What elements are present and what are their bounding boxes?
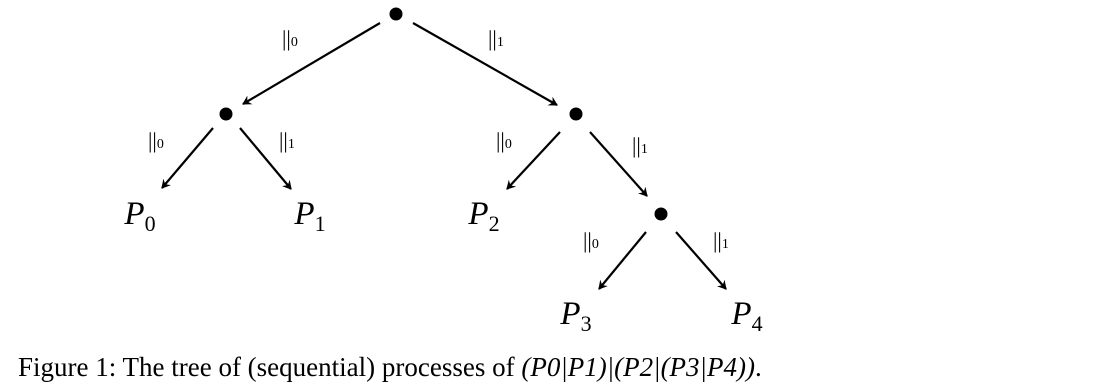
edge-arrow-n-rr-P3 xyxy=(599,232,646,289)
edge-label-n-left-P0: ||0 xyxy=(148,128,164,153)
leaf-process-P3: $P_3$ xyxy=(560,296,592,336)
edge-arrow-n-root-n-right xyxy=(413,23,557,105)
leaf-process-P1: $P_1$ xyxy=(294,196,326,236)
edge-arrow-n-root-n-left xyxy=(243,23,380,104)
edge-label-n-rr-P4: ||1 xyxy=(713,228,729,253)
leaf-process-P2: $P_2$ xyxy=(468,196,500,236)
caption-suffix: . xyxy=(754,352,762,382)
edge-label-n-right-P2: ||0 xyxy=(496,128,512,153)
caption-prefix: Figure 1: The tree of (sequential) processes of xyxy=(18,352,522,382)
edge-arrow-n-right-P2 xyxy=(507,132,560,189)
edge-label-n-root-n-left: ||0 xyxy=(282,26,298,51)
tree-node-n-left xyxy=(220,108,233,121)
figure-caption xyxy=(18,351,762,383)
tree-node-n-rr xyxy=(655,208,668,221)
leaf-process-P4: $P_4$ xyxy=(731,296,763,336)
edge-label-n-root-n-right: ||1 xyxy=(488,26,504,51)
edge-arrow-n-left-P0 xyxy=(162,128,213,188)
tree-node-n-right xyxy=(570,108,583,121)
tree-node-n-root xyxy=(390,8,403,21)
edge-label-n-rr-P3: ||0 xyxy=(583,228,599,253)
leaf-process-P0: $P_0$ xyxy=(124,196,156,236)
edge-label-n-left-P1: ||1 xyxy=(279,128,295,153)
caption-formula: (P0|P1)|(P2|(P3|P4)) xyxy=(521,352,755,382)
edge-label-n-right-n-rr: ||1 xyxy=(632,133,648,158)
